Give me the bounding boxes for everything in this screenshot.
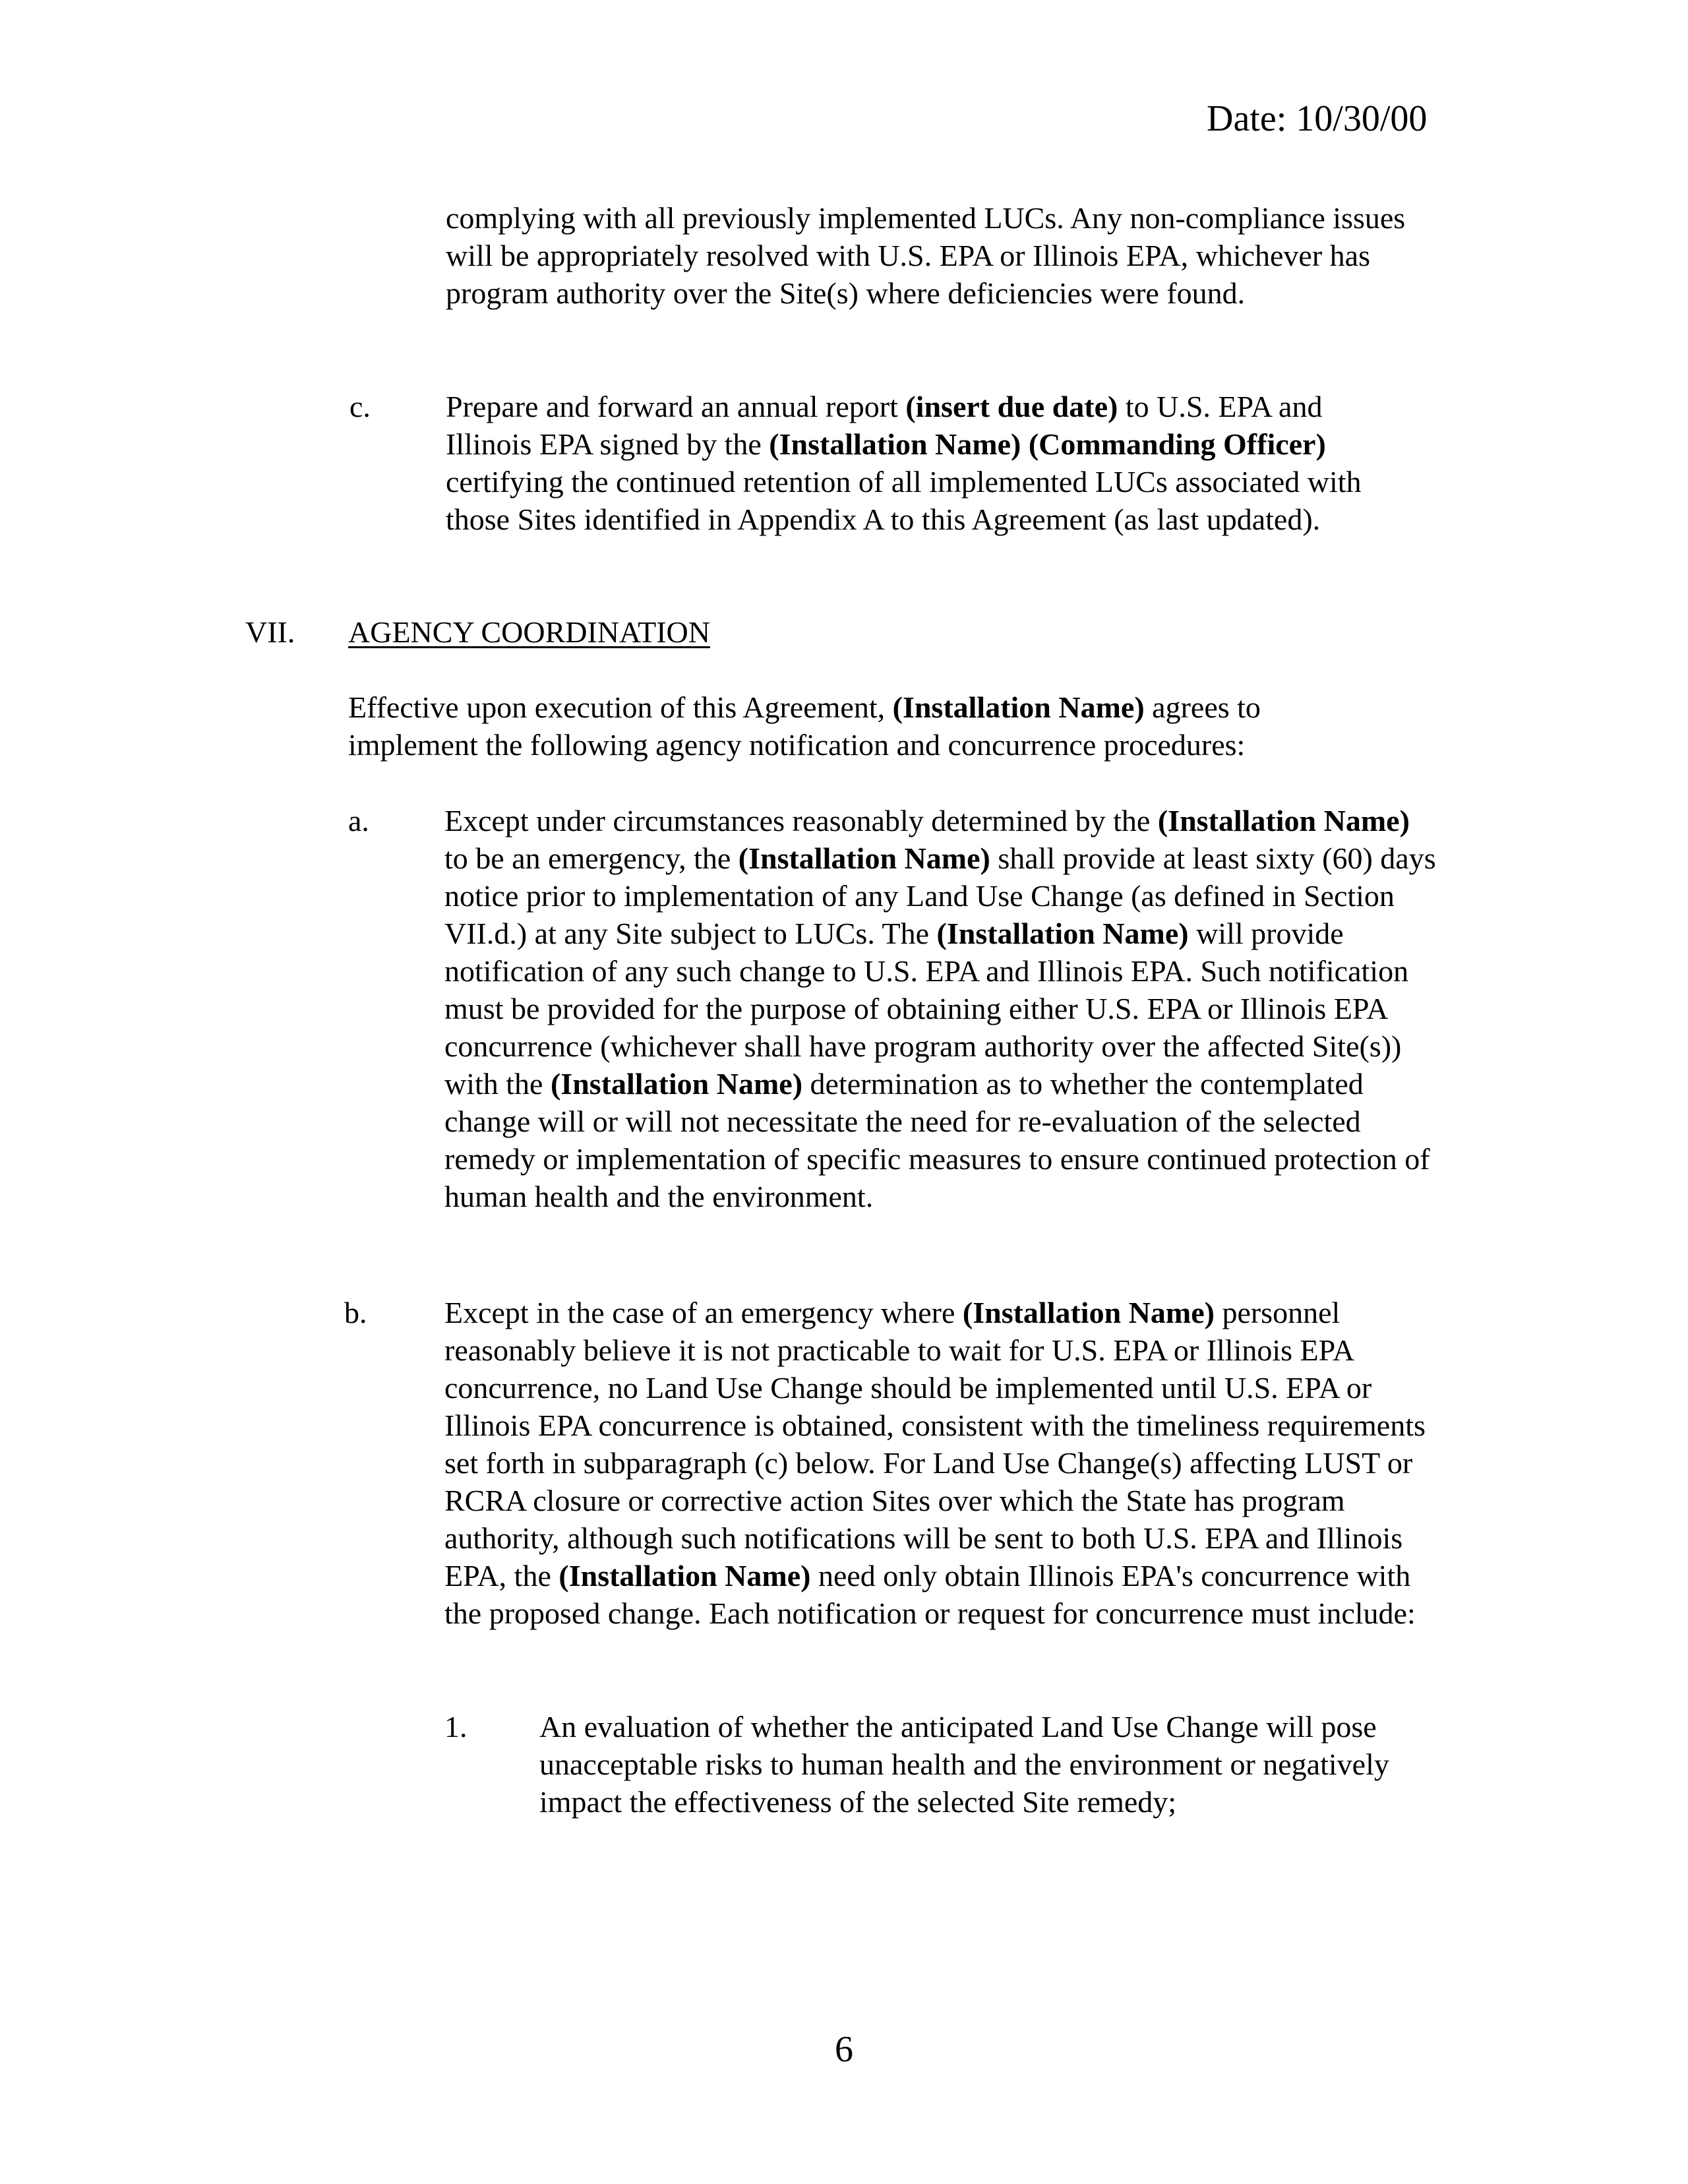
item-a-bold-2: (Installation Name) [738,841,990,875]
section-vii-number: VII. [245,615,295,649]
item-c-text-3: certifying the continued retention of all implemented LUCs associated with those Sites identified in Appendix A to this Agreement (as last updated). [446,465,1362,536]
item-c-paragraph [446,388,1408,538]
document-date: Date: 10/30/00 [1207,98,1428,139]
item-c-bold-2: (Installation Name) (Commanding Officer) [769,427,1326,461]
item-a-text-1: Except under circumstances reasonably determined by the [444,804,1158,837]
subitem-1-marker: 1. [444,1710,467,1744]
item-b-continuation [446,199,1435,312]
item-c-bold-1: (insert due date) [905,390,1118,423]
item-b-text-3: need only obtain Illinois EPA's concurrence with the proposed change. Each notification or request for concurrence must include: [444,1559,1416,1630]
section-vii-title: AGENCY COORDINATION [348,615,710,649]
section-vii-intro [348,688,1364,764]
subitem-1-paragraph [539,1708,1436,1821]
item-b-continuation-text: complying with all previously implemented LUCs. Any non-compliance issues will be appropriately resolved with U.S. EPA or Illinois EPA, whichever has program authority over the Site(s) where deficiencies were found. [446,201,1406,310]
intro-text-1: Effective upon execution of this Agreement, [348,690,893,724]
item-a-text-3: shall provide at least sixty (60) days notice prior to implementation of any Land Use Change (as defined in Section VII.d.) at any Site subject to LUCs. The [444,841,1436,950]
item-b-text-1: Except in the case of an emergency where [444,1296,963,1329]
item-a-bold-4: (Installation Name) [550,1067,803,1101]
item-b-bold-1: (Installation Name) [962,1296,1215,1329]
page-number: 6 [835,2029,853,2070]
item-c-marker: c. [349,390,371,423]
intro-bold-1: (Installation Name) [892,690,1145,724]
item-c-text-2: to U.S. EPA and Illinois EPA signed by the [446,390,1323,461]
item-a-text-4: will provide notification of any such change to U.S. EPA and Illinois EPA. Such notification must be provided for the purpose of obtaining either U.S. EPA or Illinois EPA concurrence (whichever shall have program authority over the affected Site(s)) with the [444,917,1409,1101]
subitem-1-text: An evaluation of whether the anticipated Land Use Change will pose unacceptable risks to human health and the environment or negatively impact the effectiveness of the selected Site remedy; [539,1710,1389,1819]
item-b-paragraph [444,1294,1433,1632]
item-a-text-5: determination as to whether the contemplated change will or will not necessitate the need for re-evaluation of the selected remedy or implementation of specific measures to ensure continued protection of human health and the environment. [444,1067,1430,1213]
item-b-bold-2: (Installation Name) [558,1559,811,1592]
item-a-marker: a. [348,804,369,837]
item-b-text-2: personnel reasonably believe it is not practicable to wait for U.S. EPA or Illinois EPA concurrence, no Land Use Change should be implemented until U.S. EPA or Illinois EPA concurrence is obtained, consistent with the timeliness requirements set forth in subparagraph (c) below. For Land Use Change(s) affecting LUST or RCRA closure or corrective action Sites over which the State has program authority, although such notifications will be sent to both U.S. EPA and Illinois EPA, the [444,1296,1426,1592]
item-b-marker: b. [344,1296,367,1329]
item-c-text-1: Prepare and forward an annual report [446,390,906,423]
item-a-text-2: to be an emergency, the [444,841,738,875]
item-a-bold-3: (Installation Name) [936,917,1189,950]
item-a-bold-1: (Installation Name) [1157,804,1410,837]
intro-text-2: agrees to implement the following agency notification and concurrence procedures: [348,690,1261,762]
item-a-paragraph [444,802,1440,1215]
